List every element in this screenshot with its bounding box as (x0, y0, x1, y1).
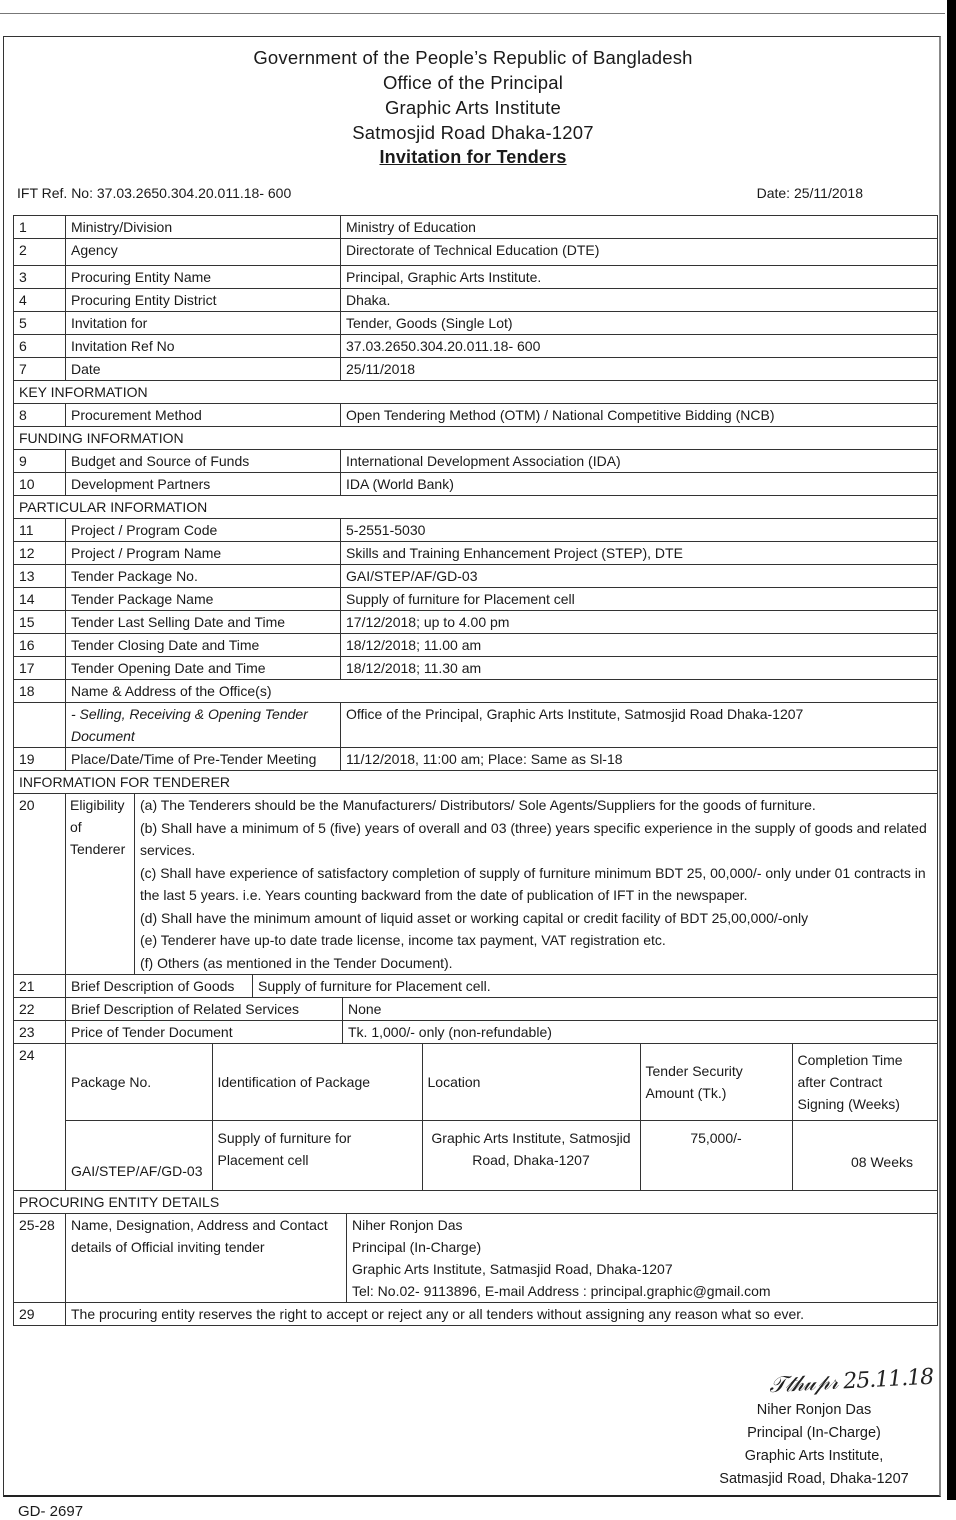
table-row (14, 358, 938, 381)
row-value: Skills and Training Enhancement Project (STEP), DTE (341, 542, 938, 565)
row-no: 21 (14, 975, 66, 998)
section-key-information: KEY INFORMATION (14, 381, 938, 404)
row-no: 25-28 (14, 1214, 66, 1303)
row-value: Directorate of Technical Education (DTE) (341, 239, 938, 266)
row-value: 17/12/2018; up to 4.00 pm (341, 611, 938, 634)
package-header: Location (422, 1044, 640, 1120)
signatory-designation: Principal (In-Charge) (747, 1425, 881, 1441)
row-value: Open Tendering Method (OTM) / National Competitive Bidding (NCB) (341, 404, 938, 427)
package-header: Identification of Package (212, 1044, 422, 1120)
scan-edge (947, 0, 956, 1500)
section-particular-information: PARTICULAR INFORMATION (14, 496, 938, 519)
row-no: 17 (14, 657, 66, 680)
table-row (14, 216, 938, 239)
row-no: 18 (14, 680, 66, 703)
row-label: Tender Package Name (66, 588, 341, 611)
row-label: Invitation Ref No (66, 335, 341, 358)
row-value: GAI/STEP/AF/GD-03 (341, 565, 938, 588)
row-no: 12 (14, 542, 66, 565)
top-rule (0, 13, 945, 14)
row-no: 22 (14, 998, 66, 1021)
row-label: Project / Program Code (66, 519, 341, 542)
table-row (14, 703, 938, 748)
package-table (66, 1044, 937, 1190)
gov-heading: Government of the People’s Republic of Bangladesh (253, 47, 693, 68)
table-row (14, 1303, 938, 1326)
official-name: Niher Ronjon Das (352, 1217, 463, 1233)
row-label: Name & Address of the Office(s) (66, 680, 938, 703)
row-no: 16 (14, 634, 66, 657)
row-label: - Selling, Receiving & Opening Tender Document (66, 703, 341, 748)
section-funding-information: FUNDING INFORMATION (14, 427, 938, 450)
row-value: 25/11/2018 (341, 358, 938, 381)
table-row (14, 519, 938, 542)
row-value: Office of the Principal, Graphic Arts Institute, Satmosjid Road Dhaka-1207 (341, 703, 938, 748)
eligibility-label: Eligibility (70, 797, 125, 813)
row-label: Place/Date/Time of Pre-Tender Meeting (66, 748, 341, 771)
table-row (14, 975, 938, 998)
table-row (14, 542, 938, 565)
section-header (14, 1191, 938, 1214)
table-row (14, 611, 938, 634)
row-value: International Development Association (IDA) (341, 450, 938, 473)
document-title: Invitation for Tenders (379, 147, 567, 167)
row-value: The procuring entity reserves the right to accept or reject any or all tenders without assigning any reason what so ever. (66, 1303, 938, 1326)
table-row (14, 588, 938, 611)
table-row (14, 565, 938, 588)
package-cell: 08 Weeks (792, 1120, 937, 1190)
eligibility-label: Tenderer (70, 841, 126, 857)
row-no: 3 (14, 266, 66, 289)
table-row (14, 634, 938, 657)
section-procuring-entity: PROCURING ENTITY DETAILS (14, 1191, 938, 1214)
row-value: Principal, Graphic Arts Institute. (341, 266, 938, 289)
row-label: Price of Tender Document (66, 1021, 343, 1043)
gd-code: GD- 2697 (18, 1503, 84, 1520)
package-header: Completion Time after Contract Signing (Weeks) (792, 1044, 937, 1120)
table-row (14, 473, 938, 496)
table-row (14, 657, 938, 680)
row-no: 29 (14, 1303, 66, 1326)
row-no: 8 (14, 404, 66, 427)
row-no: 10 (14, 473, 66, 496)
official-contact: Tel: No.02- 9113896, E-mail Address : principal.graphic@gmail.com (352, 1283, 771, 1299)
eligibility-item: (d) Shall have the minimum amount of liquid asset or working capital or credit facility of BDT 25,00,000/-only (140, 909, 809, 926)
signatory-address: Satmasjid Road, Dhaka-1207 (719, 1471, 909, 1487)
eligibility-item: (f) Others (as mentioned in the Tender Document). (140, 954, 453, 971)
table-row (14, 1021, 938, 1044)
package-header: Tender Security Amount (Tk.) (640, 1044, 792, 1120)
row-label: Date (66, 358, 341, 381)
package-cell: Supply of furniture for Placement cell (212, 1120, 422, 1190)
signatory-name: Niher Ronjon Das (756, 1402, 872, 1418)
address-heading: Satmosjid Road Dhaka-1207 (352, 122, 594, 143)
row-value: 11/12/2018, 11:00 am; Place: Same as Sl-18 (341, 748, 938, 771)
row-label: Project / Program Name (66, 542, 341, 565)
row-label: Brief Description of Goods (66, 975, 253, 997)
eligibility-row (14, 794, 938, 975)
eligibility-item: (a) The Tenderers should be the Manufacturers/ Distributors/ Sole Agents/Suppliers for the goods of furniture. (140, 797, 816, 813)
row-no: 1 (14, 216, 66, 239)
row-no: 4 (14, 289, 66, 312)
eligibility-item: (c) Shall have experience of satisfactory completion of supply of furniture minimum BDT 25, 00,000/- only under 01 contracts in the last 5 years. i.e. Years counting backward from the date of publication of IFT in the newspaper. (140, 864, 926, 903)
row-label: Tender Package No. (66, 565, 341, 588)
row-no: 14 (14, 588, 66, 611)
row-no: 24 (14, 1044, 66, 1191)
table-row (14, 239, 938, 266)
row-no (14, 703, 66, 748)
row-no: 11 (14, 519, 66, 542)
section-header (14, 771, 938, 794)
row-value: Ministry of Education (341, 216, 938, 239)
section-information-for-tenderer: INFORMATION FOR TENDERER (14, 771, 938, 794)
row-value: Tender, Goods (Single Lot) (341, 312, 938, 335)
row-value: 18/12/2018; 11.00 am (341, 634, 938, 657)
official-designation: Principal (In-Charge) (352, 1239, 482, 1255)
eligibility-label: of (70, 819, 82, 835)
row-no: 20 (14, 794, 66, 975)
tender-table (13, 215, 938, 1326)
row-label: Ministry/Division (66, 216, 341, 239)
row-no: 9 (14, 450, 66, 473)
row-no: 7 (14, 358, 66, 381)
package-cell: GAI/STEP/AF/GD-03 (66, 1120, 212, 1190)
row-label: Tender Last Selling Date and Time (66, 611, 341, 634)
row-no: 6 (14, 335, 66, 358)
tender-notice (3, 36, 941, 1520)
official-row (14, 1214, 938, 1303)
row-label: Brief Description of Related Services (66, 998, 343, 1020)
row-value: IDA (World Bank) (341, 473, 938, 496)
row-value: None (348, 1001, 382, 1017)
official-address: Graphic Arts Institute, Satmasjid Road, Dhaka-1207 (352, 1261, 673, 1277)
row-no: 19 (14, 748, 66, 771)
office-heading: Office of the Principal (382, 72, 564, 93)
row-label: Budget and Source of Funds (66, 450, 341, 473)
row-value: 37.03.2650.304.20.011.18- 600 (341, 335, 938, 358)
package-header: Package No. (66, 1044, 212, 1120)
table-row (14, 450, 938, 473)
table-row (14, 680, 938, 703)
row-value: Supply of furniture for Placement cell (341, 588, 938, 611)
table-row (14, 289, 938, 312)
signature-scribble: 𝒯𝓉𝒽𝓊𝓅𝓇 25.11.18 (768, 1364, 934, 1399)
table-row (14, 312, 938, 335)
institute-heading: Graphic Arts Institute (384, 97, 562, 118)
table-row (14, 404, 938, 427)
row-value: Tk. 1,000/- only (non-refundable) (348, 1024, 552, 1040)
row-value: 5-2551-5030 (341, 519, 938, 542)
package-cell: Graphic Arts Institute, Satmosjid Road, Dhaka-1207 (422, 1120, 640, 1190)
row-label: Procuring Entity District (66, 289, 341, 312)
row-no: 2 (14, 239, 66, 266)
row-value: 18/12/2018; 11.30 am (341, 657, 938, 680)
notice-date: Date: 25/11/2018 (756, 185, 863, 201)
eligibility-item: (b) Shall have a minimum of 5 (five) years of overall and 03 (three) years specific experience in the supply of goods and related services. (140, 819, 927, 858)
ift-ref: IFT Ref. No: 37.03.2650.304.20.011.18- 600 (17, 185, 292, 201)
row-no: 13 (14, 565, 66, 588)
row-label: Agency (66, 239, 341, 266)
row-no: 15 (14, 611, 66, 634)
row-label: Invitation for (66, 312, 341, 335)
table-row (14, 998, 938, 1021)
section-header (14, 381, 938, 404)
row-label: Tender Closing Date and Time (66, 634, 341, 657)
row-label: Procurement Method (66, 404, 341, 427)
table-row (14, 748, 938, 771)
row-no: 23 (14, 1021, 66, 1044)
row-label: Tender Opening Date and Time (66, 657, 341, 680)
row-label: Name, Designation, Address and Contact details of Official inviting tender (66, 1214, 347, 1302)
row-value: Supply of furniture for Placement cell. (258, 978, 491, 994)
table-row (14, 266, 938, 289)
package-row (14, 1044, 938, 1191)
row-no: 5 (14, 312, 66, 335)
section-header (14, 496, 938, 519)
signature-block (694, 1399, 934, 1491)
section-header (14, 427, 938, 450)
package-cell: 75,000/- (640, 1120, 792, 1190)
row-label: Procuring Entity Name (66, 266, 341, 289)
row-label: Development Partners (66, 473, 341, 496)
row-value: Dhaka. (341, 289, 938, 312)
eligibility-item: (e) Tenderer have up-to date trade license, income tax payment, VAT registration etc. (140, 932, 666, 948)
signatory-org: Graphic Arts Institute, (744, 1448, 884, 1464)
table-row (14, 335, 938, 358)
